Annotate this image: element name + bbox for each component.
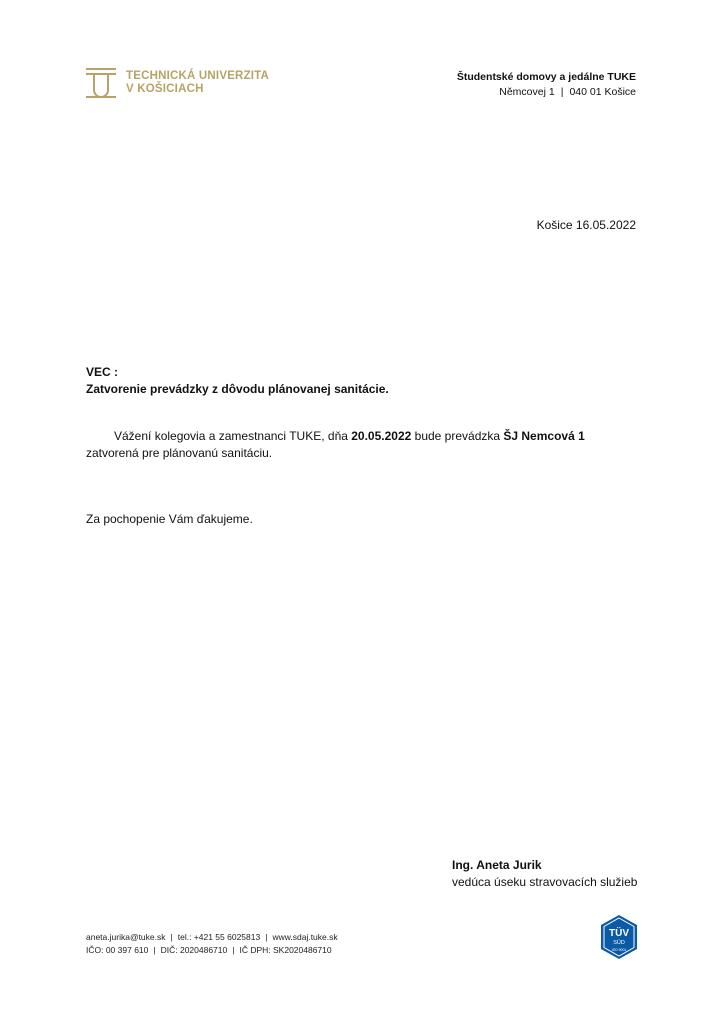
logo-line-2: V KOŠICIACH — [126, 83, 204, 95]
separator: | — [265, 932, 268, 942]
footer-email: aneta.jurika@tuke.sk — [86, 932, 166, 942]
badge-text-3: ISO 9001 — [611, 948, 627, 952]
signatory-name: Ing. Aneta Jurik — [452, 858, 542, 872]
separator: | — [560, 86, 564, 98]
signature-block — [452, 857, 637, 891]
university-logo — [84, 66, 269, 100]
logo-text — [126, 70, 269, 96]
body-text-3: zatvorená pre plánovanú sanitáciu. — [86, 446, 273, 460]
letterhead-address — [457, 70, 636, 100]
footer-line-1 — [86, 931, 338, 944]
postal-city: 040 01 Košice — [569, 86, 636, 98]
street: Němcovej 1 — [499, 86, 555, 98]
closure-date: 20.05.2022 — [351, 429, 412, 443]
body-text-1: Vážení kolegovia a zamestnanci TUKE, dňa — [114, 429, 352, 443]
logo-line-1: TECHNICKÁ UNIVERZITA — [126, 70, 270, 82]
footer-dic: DIČ: 2020486710 — [160, 945, 228, 955]
separator: | — [170, 932, 173, 942]
separator: | — [232, 945, 235, 955]
tuke-logo-icon — [84, 66, 118, 100]
footer-line-2 — [86, 944, 338, 957]
badge-text-1: TÜV — [609, 928, 629, 939]
subject-text: Zatvorenie prevádzky z dôvodu plánovanej sanitácie. — [86, 382, 389, 396]
subject-block — [86, 364, 389, 398]
footer-website: www.sdaj.tuke.sk — [272, 932, 338, 942]
body-text-2: bude prevádzka — [411, 429, 504, 443]
address-line — [457, 85, 636, 100]
closing-thanks: Za pochopenie Vám ďakujeme. — [86, 512, 253, 526]
badge-text-2: SÜD — [613, 940, 625, 946]
separator: | — [153, 945, 156, 955]
tuv-certification-badge — [597, 914, 641, 960]
signatory-title: vedúca úseku stravovacích služieb — [452, 875, 638, 889]
place-and-date: Košice 16.05.2022 — [536, 218, 636, 232]
footer-icdph: IČ DPH: SK2020486710 — [239, 945, 332, 955]
body-paragraph — [86, 428, 638, 462]
subject-label: VEC : — [86, 365, 119, 379]
footer-contacts — [86, 931, 338, 957]
facility-name: ŠJ Nemcová 1 — [503, 429, 585, 443]
organization-name: Študentské domovy a jedálne TUKE — [456, 71, 636, 83]
footer-phone: tel.: +421 55 6025813 — [177, 932, 261, 942]
footer-ico: IČO: 00 397 610 — [86, 945, 149, 955]
